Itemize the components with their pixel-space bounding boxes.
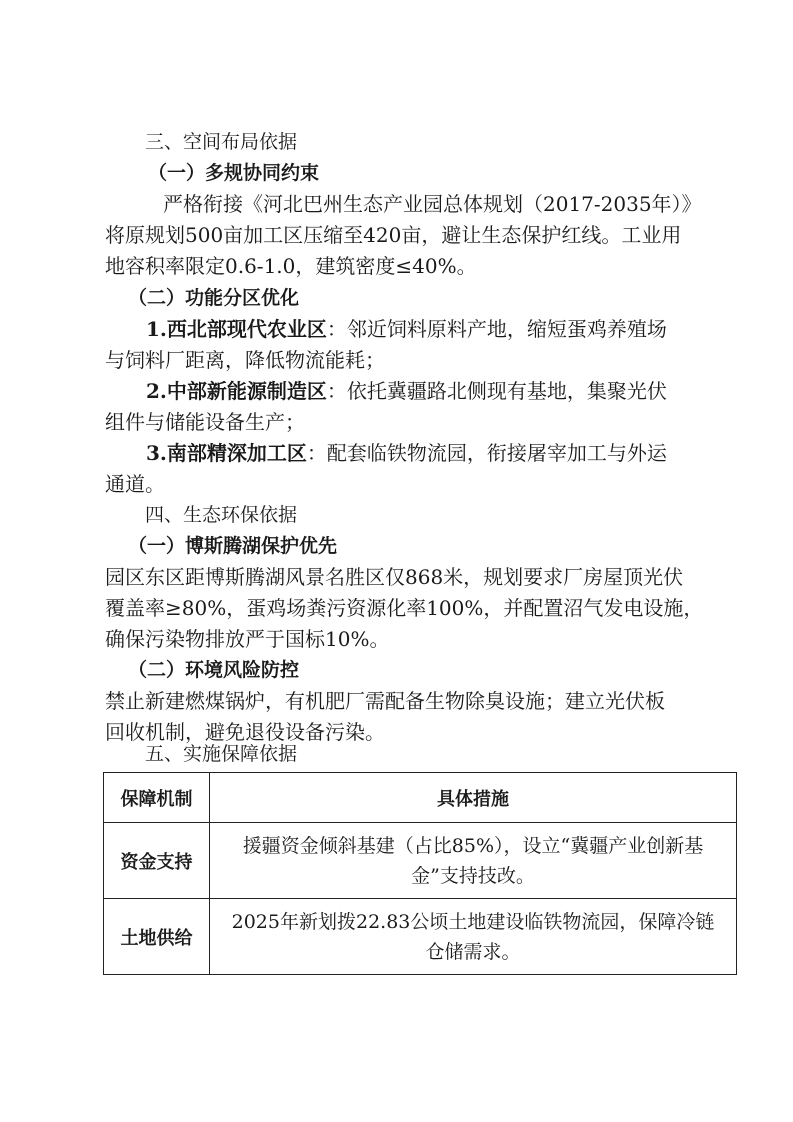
table-cell xyxy=(210,823,737,899)
mechanism-label: 土地供给 xyxy=(120,927,193,949)
zone-description: ：依托冀疆路北侧现有基地，集聚光伏 xyxy=(326,379,667,403)
paragraph-line: 与饲料厂距离，降低物流能耗； xyxy=(105,348,385,372)
zone-item-line xyxy=(146,439,667,467)
table-cell xyxy=(104,823,210,899)
zone-label: 3.南部精深加工区 xyxy=(146,441,307,465)
table-cell xyxy=(104,899,210,975)
section-3-heading: 三、空间布局依据 xyxy=(145,131,298,153)
paragraph-line: 确保污染物排放严于国标10%。 xyxy=(105,627,390,651)
section-4-heading: 四、生态环保依据 xyxy=(145,504,298,526)
header-mechanism: 保障机制 xyxy=(120,788,193,810)
section-5-heading: 五、实施保障依据 xyxy=(145,743,298,765)
measure-line: 援疆资金倾斜基建（占比85%），设立“冀疆产业创新基 xyxy=(242,834,704,857)
header-measures: 具体措施 xyxy=(437,788,509,810)
paragraph-line: 禁止新建燃煤锅炉，有机肥厂需配备生物除臭设施；建立光伏板 xyxy=(105,689,665,713)
section-3-2-heading: （二）功能分区优化 xyxy=(128,287,300,309)
measure-line: 2025年新划拨22.83公顷土地建设临铁物流园，保障冷链 xyxy=(231,910,715,933)
paragraph-line: 将原规划500亩加工区压缩至420亩，避让生态保护红线。工业用 xyxy=(105,223,682,247)
paragraph-line: 园区东区距博斯腾湖风景名胜区仅868米，规划要求厂房屋顶光伏 xyxy=(105,565,684,589)
table-header-cell xyxy=(104,773,210,823)
paragraph-line: 组件与储能设备生产； xyxy=(105,410,305,434)
paragraph-line: 通道。 xyxy=(105,472,165,496)
mechanism-label: 资金支持 xyxy=(120,851,193,873)
paragraph-line: 覆盖率≥80%，蛋鸡场粪污资源化率100%，并配置沼气发电设施， xyxy=(105,596,704,620)
zone-item-line xyxy=(146,377,667,405)
section-4-1-heading: （一）博斯腾湖保护优先 xyxy=(128,535,338,557)
table-row xyxy=(104,823,737,899)
measure-line: 仓储需求。 xyxy=(425,940,521,963)
table-header-cell xyxy=(210,773,737,823)
section-4-2-heading: （二）环境风险防控 xyxy=(128,659,300,681)
zone-label: 2.中部新能源制造区 xyxy=(146,379,327,403)
table-cell xyxy=(210,899,737,975)
paragraph-line: 严格衔接《河北巴州生态产业园总体规划（2017-2035年）》 xyxy=(163,192,702,216)
paragraph-line: 地容积率限定0.6-1.0，建筑密度≤40%。 xyxy=(105,254,477,278)
zone-description: ：邻近饲料原料产地，缩短蛋鸡养殖场 xyxy=(326,317,667,341)
table-row xyxy=(104,899,737,975)
measure-line: 金”支持技改。 xyxy=(411,864,535,887)
section-3-1-heading: （一）多规协同约束 xyxy=(148,162,320,184)
table-header-row xyxy=(104,773,737,823)
paragraph-line: 回收机制，避免退役设备污染。 xyxy=(105,720,385,744)
zone-description: ：配套临铁物流园，衔接屠宰加工与外运 xyxy=(306,441,667,465)
zone-label: 1.西北部现代农业区 xyxy=(146,317,327,341)
measures-table xyxy=(103,772,737,975)
zone-item-line xyxy=(146,315,667,343)
